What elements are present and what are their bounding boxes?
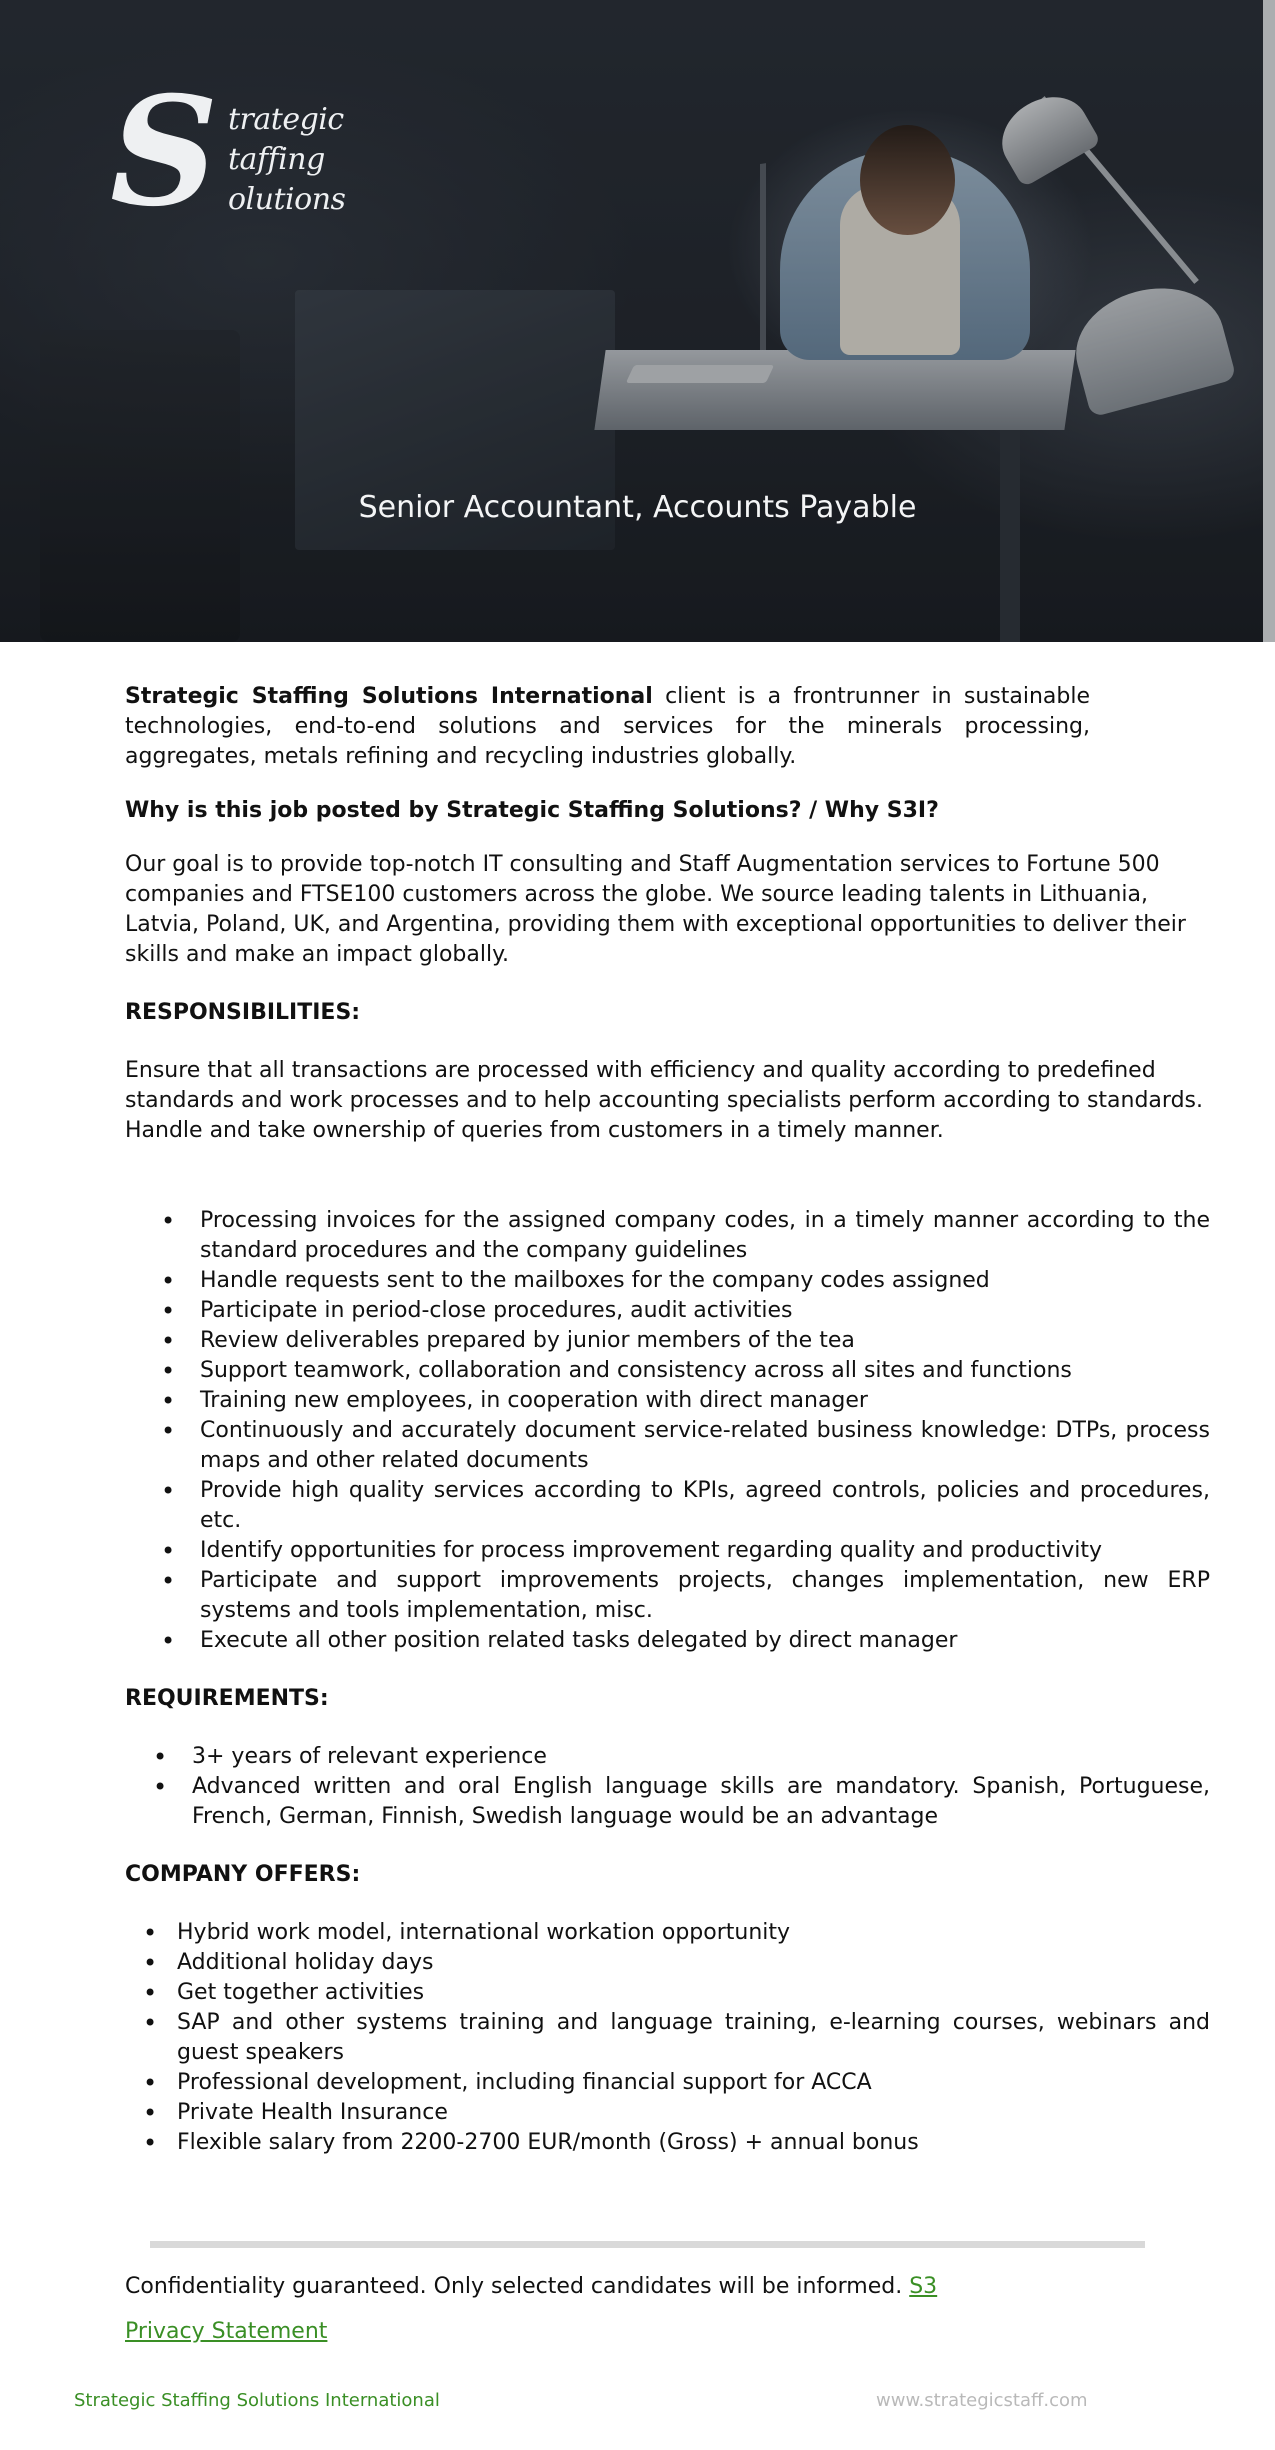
intro-company-name: Strategic Staffing Solutions International <box>125 684 653 709</box>
list-item: • Get together activities <box>125 1978 1210 2008</box>
privacy-statement-link[interactable]: Privacy Statement <box>125 2319 328 2344</box>
list-item: • Flexible salary from 2200-2700 EUR/month (Gross) + annual bonus <box>125 2128 1210 2158</box>
list-item: • Support teamwork, collaboration and consistency across all sites and functions <box>125 1356 1210 1386</box>
confidentiality-text: Confidentiality guaranteed. Only selected candidates will be informed. <box>125 2274 910 2299</box>
list-item: • Participate and support improvements projects, changes implementation, new ERP systems and tools implementation, misc. <box>125 1566 1210 1626</box>
footer-company-name: Strategic Staffing Solutions International <box>74 2390 440 2411</box>
responsibilities-list <box>125 1206 1210 1656</box>
logo-letter: S <box>110 64 219 240</box>
why-heading: Why is this job posted by Strategic Staffing Solutions? / Why S3I? <box>125 798 939 823</box>
why-paragraph: Our goal is to provide top-notch IT consulting and Staff Augmentation services to Fortune 500 companies and FTSE100 customers across the globe. We source leading talents in Lithuania, Latvia, Poland, UK, and Argentina, providing them with exceptional opportunities to deliver their skills and make an impact globally. <box>125 852 1186 967</box>
job-title: Senior Accountant, Accounts Payable <box>358 490 917 525</box>
list-item: • Review deliverables prepared by junior members of the tea <box>125 1326 1210 1356</box>
offers-list <box>125 1918 1210 2158</box>
requirements-list <box>125 1742 1210 1832</box>
intro-paragraph <box>125 682 1090 772</box>
logo-word-2: taffing <box>228 142 325 177</box>
logo-word-3: olutions <box>228 182 346 217</box>
list-item: • SAP and other systems training and language training, e-learning courses, webinars and guest speakers <box>125 2008 1210 2068</box>
requirements-heading: REQUIREMENTS: <box>125 1686 329 1711</box>
responsibilities-summary: Ensure that all transactions are processed with efficiency and quality according to predefined standards and work processes and to help accounting specialists perform according to standards. Handle and take ownership of queries from customers in a timely manner. <box>125 1058 1203 1143</box>
logo-word-1: trategic <box>228 102 344 137</box>
list-item: • Processing invoices for the assigned company codes, in a timely manner according to the standard procedures and the company guidelines <box>125 1206 1210 1266</box>
list-item: • Provide high quality services according to KPIs, agreed controls, policies and procedures, etc. <box>125 1476 1210 1536</box>
job-description <box>125 682 1210 2158</box>
s3-link[interactable]: S3 <box>909 2274 938 2299</box>
list-item: • Additional holiday days <box>125 1948 1210 1978</box>
intro-text: client is a frontrunner in sustainable technologies, end-to-end solutions and services for the minerals processing, aggregates, metals refining and recycling industries globally. <box>125 684 1090 769</box>
list-item: • Participate in period-close procedures, audit activities <box>125 1296 1210 1326</box>
hero-banner <box>0 0 1275 642</box>
section-divider <box>150 2241 1145 2248</box>
list-item: • Private Health Insurance <box>125 2098 1210 2128</box>
list-item: • Execute all other position related tasks delegated by direct manager <box>125 1626 1210 1656</box>
footer-website: www.strategicstaff.com <box>876 2390 1088 2411</box>
offers-heading: COMPANY OFFERS: <box>125 1862 361 1887</box>
confidentiality-note <box>125 2272 937 2302</box>
company-logo <box>110 64 346 245</box>
list-item: • Hybrid work model, international workation opportunity <box>125 1918 1210 1948</box>
list-item: • Continuously and accurately document service-related business knowledge: DTPs, process maps and other related documents <box>125 1416 1210 1476</box>
list-item: • Training new employees, in cooperation with direct manager <box>125 1386 1210 1416</box>
list-item: • Identify opportunities for process improvement regarding quality and productivity <box>125 1536 1210 1566</box>
list-item: • Advanced written and oral English language skills are mandatory. Spanish, Portuguese, French, German, Finnish, Swedish language would be an advantage <box>125 1772 1210 1832</box>
responsibilities-heading: RESPONSIBILITIES: <box>125 1000 361 1025</box>
list-item: • Professional development, including financial support for ACCA <box>125 2068 1210 2098</box>
list-item: • 3+ years of relevant experience <box>125 1742 1210 1772</box>
list-item: • Handle requests sent to the mailboxes for the company codes assigned <box>125 1266 1210 1296</box>
